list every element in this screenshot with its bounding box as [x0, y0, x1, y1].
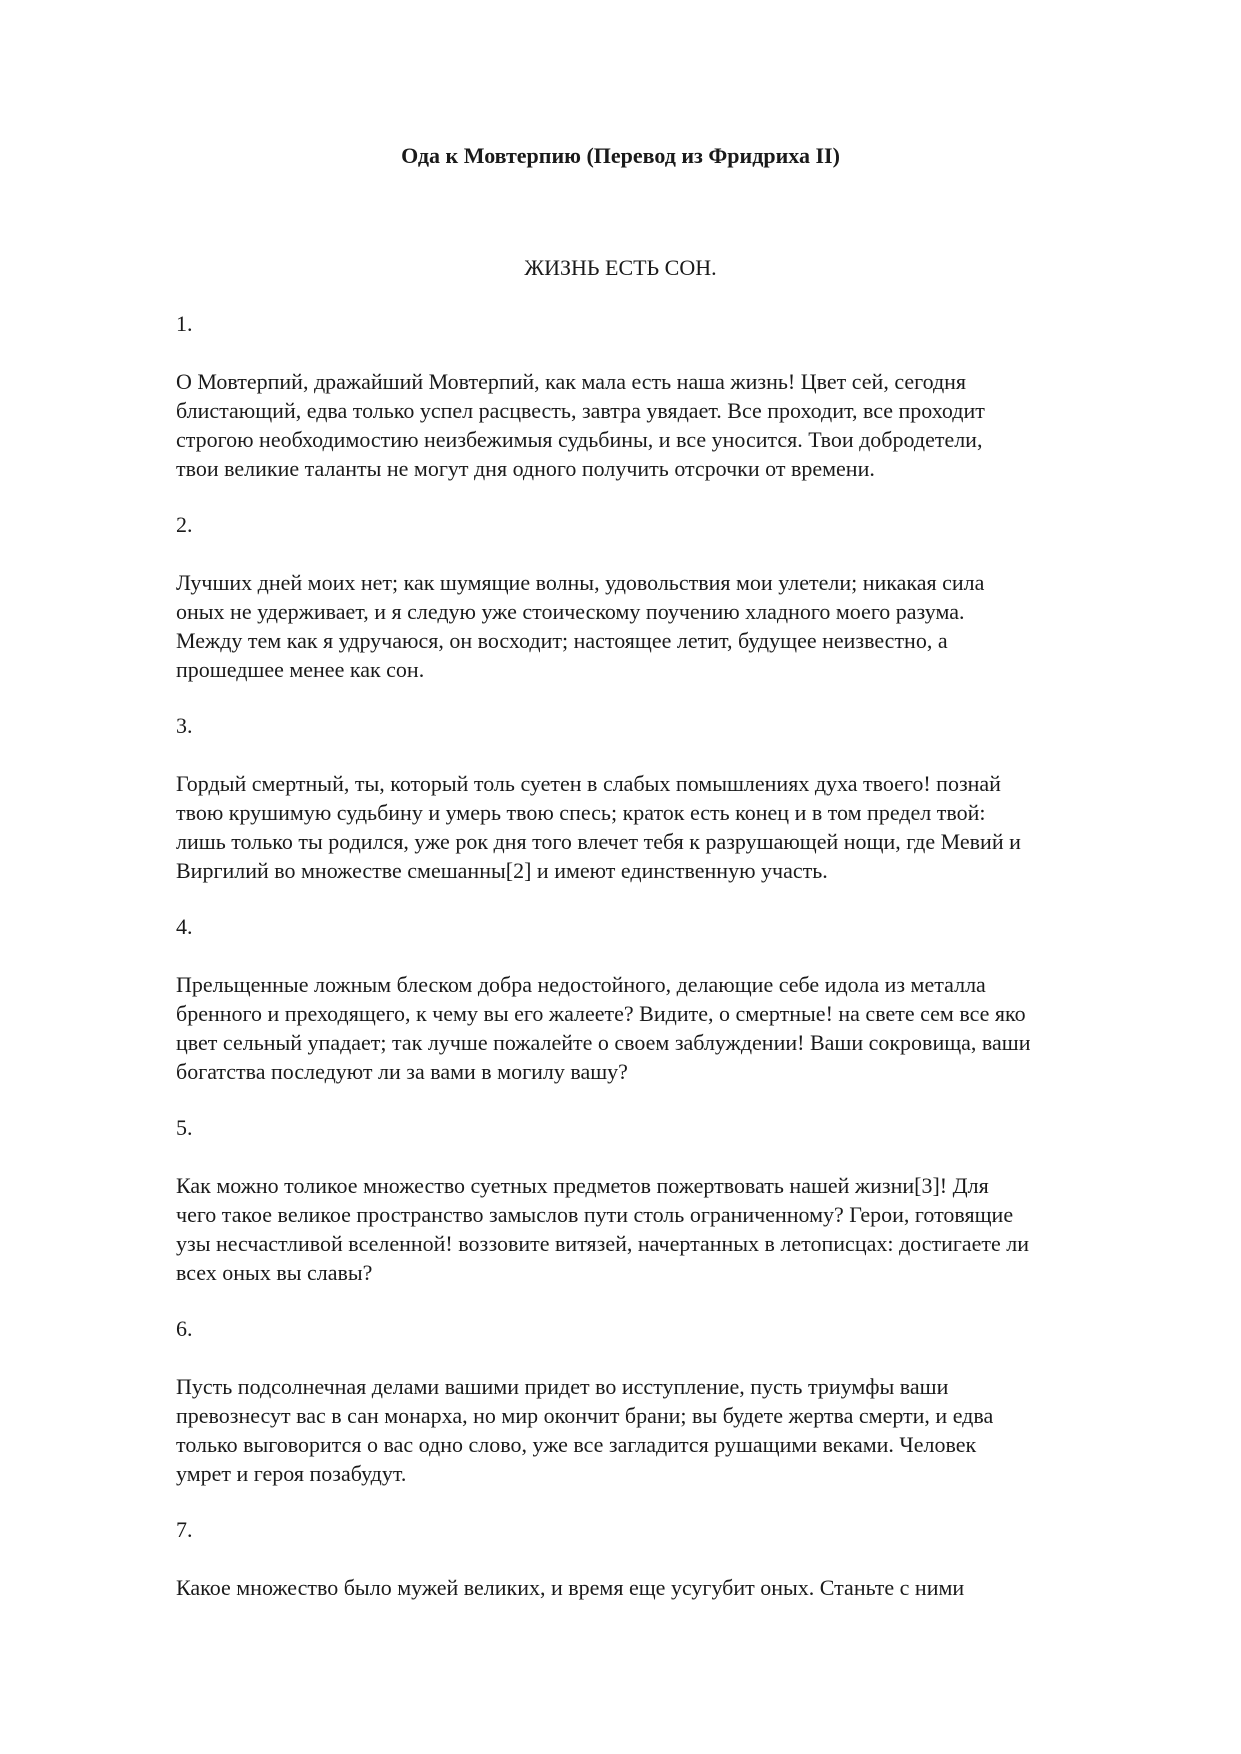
section-paragraph — [176, 568, 1151, 684]
paragraph-line: строгою необходимостию неизбежимыя судьбины, и все уносится. Твои добродетели, — [176, 427, 983, 452]
document-subtitle: ЖИЗНЬ ЕСТЬ СОН. — [524, 255, 717, 280]
section-number: 4. — [176, 914, 193, 939]
paragraph-line: чего такое великое пространство замыслов пути столь ограниченному? Герои, готовящие — [176, 1202, 1014, 1227]
paragraph-line: твои великие таланты не могут дня одного получить отсрочки от времени. — [176, 456, 875, 481]
section-paragraph — [176, 1573, 1151, 1602]
paragraph-line: богатства последуют ли за вами в могилу вашу? — [176, 1059, 628, 1084]
paragraph-line: Прельщенные ложным блеском добра недостойного, делающие себе идола из металла — [176, 972, 986, 997]
paragraph-line: твою крушимую судьбину и умерь твою спесь; краток есть конец и в том предел твой: — [176, 800, 986, 825]
paragraph-line: бренного и преходящего, к чему вы его жалеете? Видите, о смертные! на свете сем все яко — [176, 1001, 1026, 1026]
paragraph-line: Как можно толикое множество суетных предметов пожертвовать нашей жизни[3]! Для — [176, 1173, 989, 1198]
paragraph-line: Виргилий во множестве смешанны[2] и имеют единственную участь. — [176, 858, 828, 883]
section-number: 2. — [176, 512, 193, 537]
section-number: 5. — [176, 1115, 193, 1140]
section-paragraph — [176, 1171, 1151, 1287]
paragraph-line: Лучших дней моих нет; как шумящие волны, удовольствия мои улетели; никакая сила — [176, 570, 985, 595]
paragraph-line: цвет сельный упадает; так лучше пожалейте о своем заблуждении! Ваши сокровища, ваши — [176, 1030, 1031, 1055]
section-paragraph — [176, 367, 1151, 483]
paragraph-line: прошедшее менее как сон. — [176, 657, 425, 682]
paragraph-line: блистающий, едва только успел расцвесть, завтра увядает. Все проходит, все проходит — [176, 398, 985, 423]
paragraph-line: Гордый смертный, ты, который толь суетен в слабых помышлениях духа твоего! познай — [176, 771, 1001, 796]
paragraph-line: оных не удерживает, и я следую уже стоическому поучению хладного моего разума. — [176, 599, 965, 624]
section-number: 3. — [176, 713, 193, 738]
section-number: 1. — [176, 311, 193, 336]
paragraph-line: превознесут вас в сан монарха, но мир окончит брани; вы будете жертва смерти, и едва — [176, 1403, 994, 1428]
paragraph-line: Пусть подсолнечная делами вашими придет во исступление, пусть триумфы ваши — [176, 1374, 949, 1399]
paragraph-line: только выговорится о вас одно слово, уже все загладится рушащими веками. Человек — [176, 1432, 977, 1457]
paragraph-line: Между тем как я удручаюся, он восходит; настоящее летит, будущее неизвестно, а — [176, 628, 948, 653]
section-number: 6. — [176, 1316, 193, 1341]
document-title: Ода к Мовтерпию (Перевод из Фридриха II) — [401, 143, 840, 168]
paragraph-line: всех оных вы славы? — [176, 1260, 373, 1285]
paragraph-line: О Мовтерпий, дражайший Мовтерпий, как мала есть наша жизнь! Цвет сей, сегодня — [176, 369, 967, 394]
section-paragraph — [176, 769, 1151, 885]
section-number: 7. — [176, 1517, 193, 1542]
paragraph-line: Какое множество было мужей великих, и время еще усугубит оных. Станьте с ними — [176, 1575, 965, 1600]
paragraph-line: умрет и героя позабудут. — [176, 1461, 407, 1486]
section-paragraph — [176, 1372, 1151, 1488]
paragraph-line: лишь только ты родился, уже рок дня того влечет тебя к разрушающей нощи, где Мевий и — [176, 829, 1021, 854]
paragraph-line: узы несчастливой вселенной! воззовите витязей, начертанных в летописцах: достигаете ли — [176, 1231, 1030, 1256]
section-paragraph — [176, 970, 1151, 1086]
